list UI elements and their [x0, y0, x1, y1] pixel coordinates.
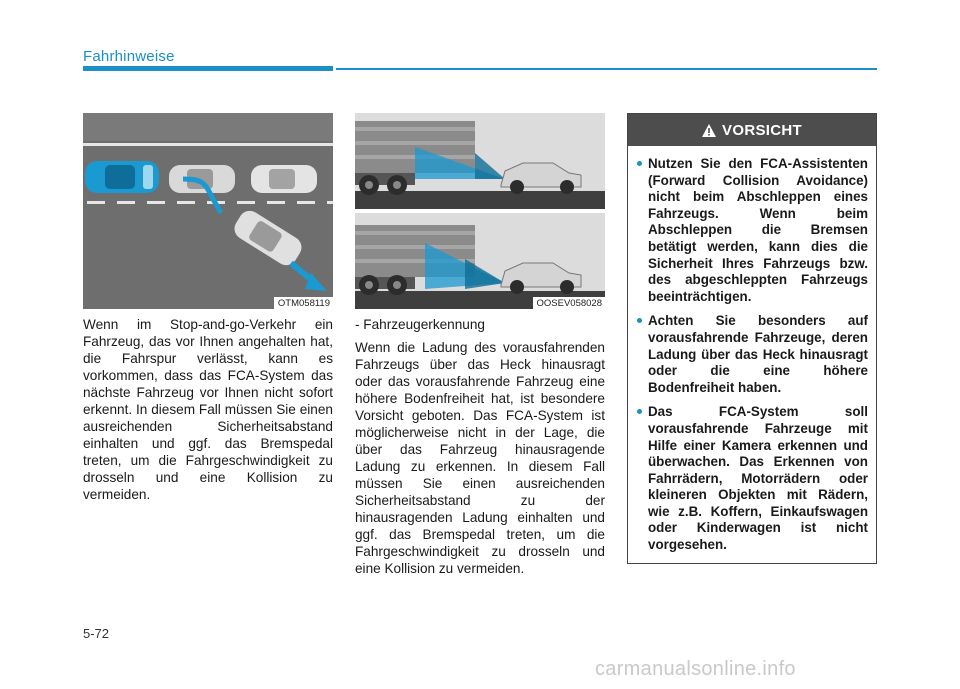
- header-rule-thin: [336, 68, 877, 70]
- warning-triangle-icon: [702, 124, 716, 137]
- figure-lane-change: [83, 113, 333, 309]
- figure-code-left: OTM058119: [274, 297, 333, 309]
- watermark: carmanualsonline.info: [595, 658, 796, 680]
- middle-column: [355, 316, 605, 577]
- caution-item: Achten Sie besonders auf vorausfahrende Fahrzeuge, deren Ladung über das Heck hinausragt oder die eine höhere Bodenfreiheit haben.: [648, 313, 868, 395]
- own-car-icon: [85, 161, 159, 193]
- lane-change-illustration: [83, 113, 333, 309]
- caution-header: [628, 114, 876, 146]
- middle-column-paragraph: Wenn die Ladung des vorausfahrenden Fahrzeugs über das Heck hinausragt oder das vorausfahrende Fahrzeug eine höhere Bodenfreiheit hat, ist besondere Vorsicht geboten. Das FCA-System ist möglicherweise nicht in der Lage, die über das Fahrzeug hinausragende Ladung zu erkennen. In diesem Fall müssen Sie einen ausreichenden Sicherheitsabstand zu der hinausragenden Ladung einhalten und ggf. das Bremspedal treten, um die Fahrgeschwindigkeit zu drosseln und eine Kollision zu vermeiden.: [355, 340, 605, 576]
- caution-item: Nutzen Sie den FCA-Assistenten (Forward Collision Avoidance) nicht beim Abschleppen eines Fahrzeugs. Wenn beim Abschleppen die Bremsen betätigt werden, kann dies die Sicherheit Ihres Fahrzeugs bzw. des abgeschleppten Fahrzeugs beeinträchtigen.: [648, 156, 868, 304]
- header-rule-thick: [83, 66, 333, 71]
- truck-detection-illustration: [355, 113, 605, 309]
- next-car-icon: [251, 165, 317, 193]
- left-column: [83, 316, 333, 503]
- figure-vehicle-detection: [355, 113, 605, 309]
- caution-item: Das FCA-System soll vorausfahrende Fahrzeuge mit Hilfe einer Kamera erkennen und überwachen. Das Erkennen von Fahrrädern, Motorrädern oder kleineren Objekten mit Rädern, wie z.B. Koffern, Einkaufswagen oder Kinderwagen ist nicht vorgesehen.: [648, 404, 868, 553]
- page-number: 5-72: [83, 626, 110, 641]
- caution-title: VORSICHT: [722, 121, 802, 139]
- leaving-car-icon: [169, 165, 235, 193]
- section-title: Fahrhinweise: [83, 48, 175, 65]
- figure-code-right: OOSEV058028: [533, 297, 606, 309]
- caution-list: [628, 146, 876, 554]
- middle-column-heading: - Fahrzeugerkennung: [355, 317, 485, 332]
- left-column-paragraph: Wenn im Stop-and-go-Verkehr ein Fahrzeug, das vor Ihnen angehalten hat, die Fahrspur verlässt, kann es vorkommen, dass das FCA-System das nächste Fahrzeug vor Ihnen nicht sofort erkennt. In diesem Fall müssen Sie einen ausreichenden Sicherheitsabstand einhalten und ggf. das Bremspedal treten, um die Fahrgeschwindigkeit zu drosseln und eine Kollision zu vermeiden.: [83, 317, 333, 502]
- caution-box: [627, 113, 877, 564]
